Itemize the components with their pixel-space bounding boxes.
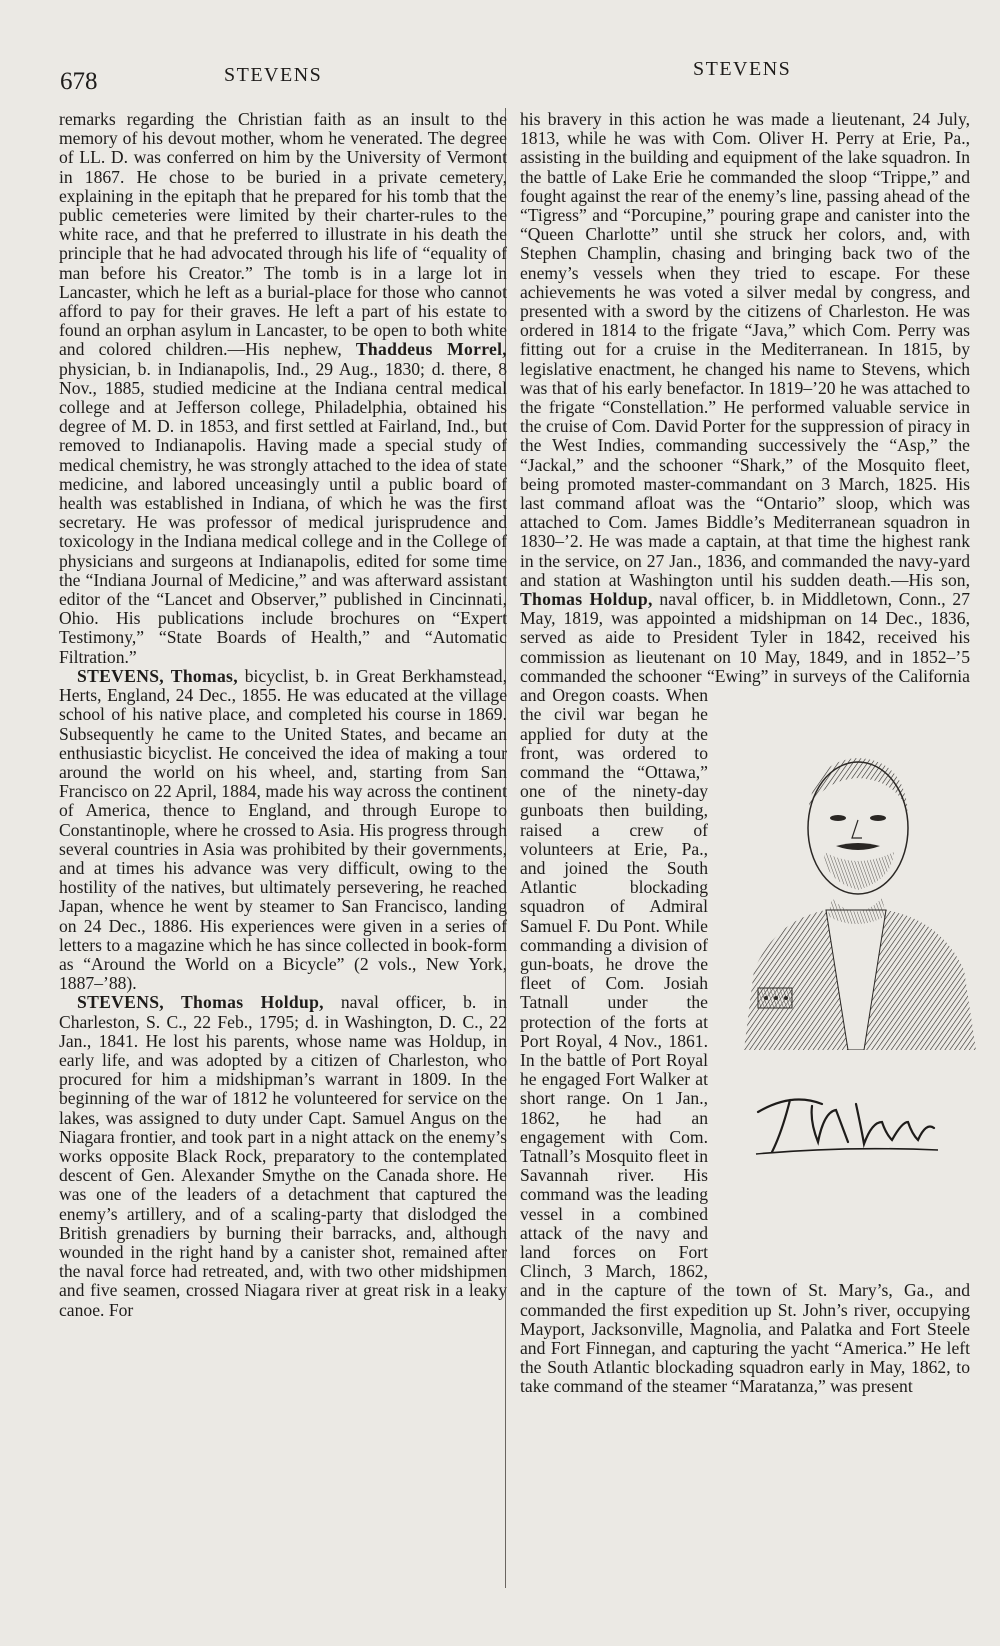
- body-text: his bravery in this action he was made a lieutenant, 24 July, 1813, while he was with Com. Oliver H. Perry at Erie, Pa., assisting in the building and equipment of the lake squadron. In the battle of Lake Erie he commanded the sloop “Trippe,” and fought against the rear of the enemy’s line, passing ahead of the “Tigress” and “Porcupine,” pouring grape and canister into the “Queen Charlotte” until she struck her colors, and, with Stephen Champlin, chasing and bringing back two of the enemy’s vessels when they tried to escape. For these achievements he was voted a silver medal by congress, and presented with a sword by the citizens of Charleston. He was ordered in 1814 to the frigate “Java,” which Com. Perry was fitting out for a cruise in the Mediterranean. In 1815, by legislative enactment, he changed his name to Stevens, which was that of his early benefactor. In 1819–’20 he was attached to the frigate “Constellation.” He performed valuable service in the cruise of Com. David Porter for the suppression of piracy in the West Indies, commanding successively the “Asp,” the “Jackal,” and the schooner “Shark,” of the Mosquito fleet, being promoted master-commandant on 3 March, 1825. His last command afloat was the “Ontario” sloop, which was attached to Com. James Biddle’s Mediterranean squadron in 1830–’2. He was made a captain, at that time the highest rank in the service, on 27 Jan., 1836, and commanded the navy-yard and station at Washington until his sudden death.—His son,: [520, 109, 970, 590]
- portrait-engraving: [736, 720, 976, 1050]
- body-text: remarks regarding the Christian faith as an insult to the memory of his devout mother, whom he venerated. The degree of LL. D. was conferred on him by the University of Vermont in 1867. He chose to be buried in a private cemetery, explaining in the epitaph that he prepared for his tomb that the public cemeteries were limited by their charter-rules to the white race, and that he preferred to illustrate in his death the principle that he had advocated through his life of “equality of man before his Creator.” The tomb is in a large lot in Lancaster, which he left as a burial-place for those who cannot afford to pay for their graves. He left a part of his estate to found an orphan asylum in Lancaster, to be open to both white and colored children.—His nephew,: [59, 109, 507, 360]
- entry-name: Thomas Holdup,: [520, 589, 653, 610]
- entry-name: STEVENS, Thomas Holdup,: [77, 992, 324, 1013]
- right-column: [520, 110, 970, 1397]
- running-head-left: STEVENS: [224, 64, 323, 86]
- left-column: [59, 110, 507, 1320]
- page-header: [0, 58, 1000, 95]
- entry-name: STEVENS, Thomas,: [77, 665, 238, 686]
- paragraph-continued: [520, 110, 970, 1397]
- body-text: the civil war began he applied for duty at the front, was ordered to command the “Ottawa,” one of the ninety-day gunboats then building, raised a crew of volunteers at Erie, Pa., and joined the South Atlantic blockading squadron of Admiral Samuel F. Du Pont. While commanding a division of gun-boats, he drove the fleet of Com. Josiah Tatnall under the protection of the forts at Port Royal, 4 Nov., 1861. In the battle of Port Royal he engaged Fort Walker at short range. On 1 Jan., 1862, he had an engagement with Com. Tatnall’s Mosquito fleet in Savannah river. His command was the leading vessel in a combined attack of the navy and land forces on Fort Clinch, 3 March, 1862, and in the capture of the town of St. Mary’s, Ga., and commanded the first expedition up St. John’s river, occupying Mayport, Jacksonville, Magnolia, and Palatka and Fort Steele and Fort Finnegan, and capturing the yacht “America.” He left the South Atlantic blockading squadron early in May, 1862, to take command of the steamer “Maratanza,” was present: [520, 704, 970, 1397]
- body-text: bicyclist, b. in Great Berkhamstead, Herts, England, 24 Dec., 1855. He was educated at the village school of his native place, and completed his course in 1869. Subsequently he came to the United States, and became an enthusiastic bicyclist. He conceived the idea of making a tour around the world on his wheel, and, starting from San Francisco on 22 April, 1884, made his way across the continent of America, thence to England, and through Europe to Constantinople, where he crossed to Asia. His progress through several countries in Asia was prohibited by their governments, and at times his advance was very difficult, owing to the hostility of the natives, but ultimately persevering, he reached Japan, whence he went by steamer to San Francisco, landing on 24 Dec., 1886. His experiences were given in a series of letters to a magazine which he has since collected in book-form as “Around the World on a Bicycle” (2 vols., New York, 1887–’88).: [59, 665, 507, 994]
- body-text: physician, b. in Indianapolis, Ind., 29 Aug., 1830; d. there, 8 Nov., 1885, studied medicine at the Indiana central medical college and at Jefferson college, Philadelphia, obtained his degree of M. D. in 1853, and first settled at Fairland, Ind., but removed to Indianapolis. Having made a special study of medical chemistry, he was strongly attached to the idea of state medicine, and labored unceasingly until a public board of health was established in Indiana, of which he was the first secretary. He was professor of medical jurisprudence and toxicology in the Indiana medical college and in the College of physicians and surgeons at Indianapolis, edited for some time the “Indiana Journal of Medicine,” and was afterward assistant editor of the “Lancet and Observer,” published in Cincinnati, Ohio. His publications include brochures on “Expert Testimony,” “State Boards of Health,” and “Automatic Filtration.”: [59, 358, 507, 667]
- entry-name: Thaddeus Morrel,: [355, 339, 507, 360]
- running-head-right: STEVENS: [693, 58, 792, 80]
- page-number: 678: [60, 68, 98, 95]
- body-text: naval officer, b. in Middletown, Conn., 27 May, 1819, was appointed a midshipman on 14 Dec., 1836, served as aide to President Tyler in 1842, received his commission as lieutenant on 10 May, 1849, and in 1852–’5 commanded the schooner “Ewing” in surveys of the California and Oregon coasts. When: [520, 589, 971, 706]
- entry-stevens-thomas: [59, 667, 507, 993]
- portrait-figure: [714, 690, 974, 1270]
- signature: [752, 1082, 942, 1162]
- body-text: naval officer, b. in Charleston, S. C., 22 Feb., 1795; d. in Washington, D. C., 22 Jan., 1841. He lost his parents, whose name was Holdup, in early life, and was adopted by a citizen of Charleston, who procured for him a midshipman’s warrant in 1809. In the beginning of the war of 1812 he volunteered for service on the lakes, was assigned to duty under Capt. Samuel Angus on the Niagara frontier, and took part in a night attack on the enemy’s works opposite Black Rock, preparatory to the contemplated descent of Gen. Alexander Smythe on the Canada shore. He was one of the leaders of a detachment that captured the enemy’s artillery, and of a scaling-party that dislodged the British grenadiers by burning their barracks, and, although wounded in the right hand by a canister shot, remained after the naval force had retreated, and, with two other midshipmen and five seamen, crossed Niagara river at great risk in a leaky canoe. For: [59, 992, 507, 1320]
- paragraph-stevens-thaddeus: [59, 110, 507, 667]
- signature-text: [714, 690, 715, 691]
- entry-stevens-thomas-holdup: [59, 993, 507, 1319]
